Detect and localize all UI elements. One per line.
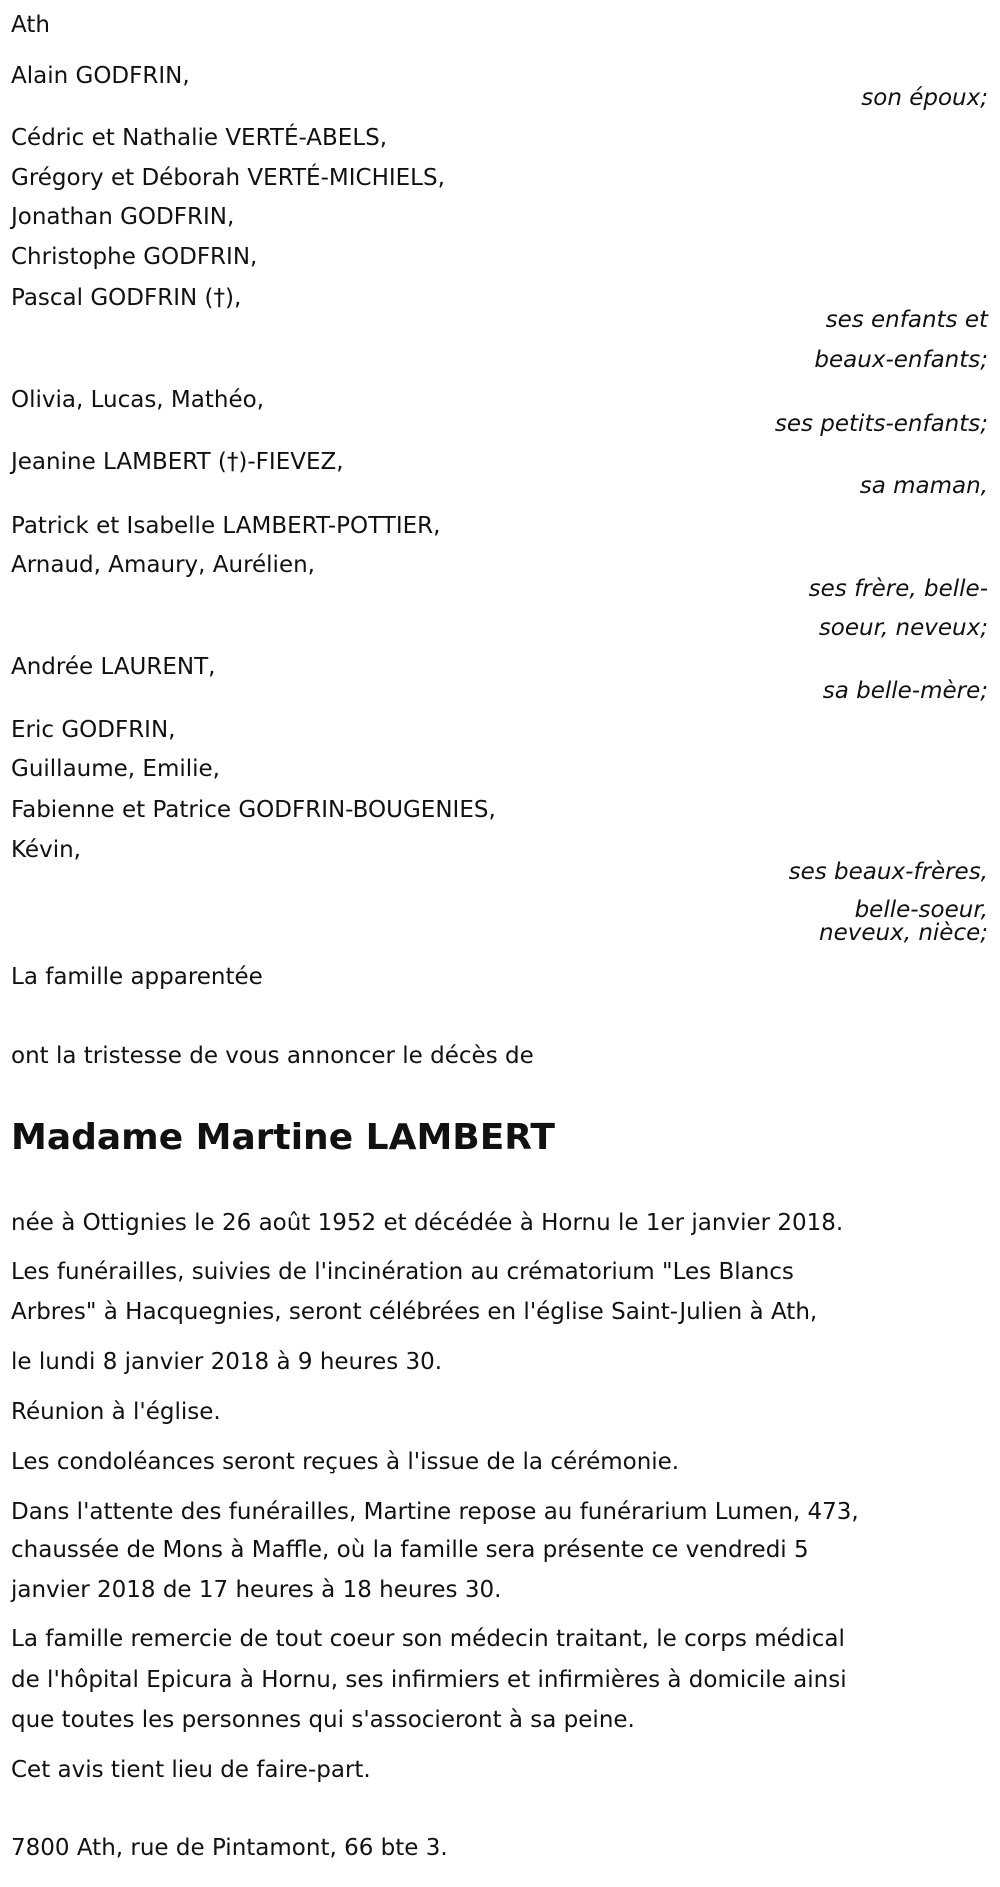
- body-line: Réunion à l'église.: [11, 1399, 221, 1425]
- family-name: Alain GODFRIN,: [11, 63, 190, 89]
- deceased-name: Madame Martine LAMBERT: [11, 1117, 555, 1158]
- family-name: Grégory et Déborah VERTÉ-MICHIELS,: [11, 165, 445, 191]
- family-name: Arnaud, Amaury, Aurélien,: [11, 552, 315, 578]
- family-name: Fabienne et Patrice GODFRIN-BOUGENIES,: [11, 797, 496, 823]
- body-line: de l'hôpital Epicura à Hornu, ses infirmiers et infirmières à domicile ainsi: [11, 1667, 847, 1693]
- relation-label: ses beaux-frères,: [788, 859, 988, 885]
- family-name: Andrée LAURENT,: [11, 654, 216, 680]
- relation-label: ses petits-enfants;: [774, 411, 988, 437]
- family-name: Cédric et Nathalie VERTÉ-ABELS,: [11, 125, 388, 151]
- relation-label: ses enfants et: [825, 307, 988, 333]
- body-line: Les condoléances seront reçues à l'issue de la cérémonie.: [11, 1449, 680, 1475]
- body-line: Les funérailles, suivies de l'incinération au crématorium "Les Blancs: [11, 1259, 794, 1285]
- body-line: Dans l'attente des funérailles, Martine repose au funérarium Lumen, 473,: [11, 1499, 859, 1525]
- family-name: Pascal GODFRIN (†),: [11, 285, 242, 311]
- family-name: Patrick et Isabelle LAMBERT-POTTIER,: [11, 513, 441, 539]
- family-name: Jonathan GODFRIN,: [11, 204, 235, 230]
- body-line: chaussée de Mons à Maffle, où la famille sera présente ce vendredi 5: [11, 1537, 809, 1563]
- family-name: Guillaume, Emilie,: [11, 756, 220, 782]
- family-name: Jeanine LAMBERT (†)-FIEVEZ,: [11, 449, 344, 475]
- body-line: janvier 2018 de 17 heures à 18 heures 30.: [11, 1577, 502, 1603]
- family-name: Olivia, Lucas, Mathéo,: [11, 387, 264, 413]
- address: 7800 Ath, rue de Pintamont, 66 bte 3.: [11, 1835, 448, 1861]
- relation-label: sa belle-mère;: [822, 678, 988, 704]
- body-line: née à Ottignies le 26 août 1952 et décédée à Hornu le 1er janvier 2018.: [11, 1210, 844, 1236]
- family-name: Eric GODFRIN,: [11, 717, 176, 743]
- relation-label: sa maman,: [859, 473, 988, 499]
- relation-label: son époux;: [861, 85, 988, 111]
- related-family: La famille apparentée: [11, 964, 263, 990]
- announcement: ont la tristesse de vous annoncer le décès de: [11, 1043, 534, 1069]
- relation-label: ses frère, belle-: [808, 576, 988, 602]
- relation-label: neveux, nièce;: [819, 920, 988, 946]
- relation-label: beaux-enfants;: [814, 347, 988, 373]
- body-line: que toutes les personnes qui s'associeront à sa peine.: [11, 1707, 635, 1733]
- body-line: le lundi 8 janvier 2018 à 9 heures 30.: [11, 1349, 443, 1375]
- family-name: Kévin,: [11, 837, 81, 863]
- relation-label: belle-soeur,: [854, 897, 988, 923]
- place: Ath: [11, 12, 50, 38]
- body-line: Cet avis tient lieu de faire-part.: [11, 1757, 371, 1783]
- family-name: Christophe GODFRIN,: [11, 244, 258, 270]
- body-line: La famille remercie de tout coeur son médecin traitant, le corps médical: [11, 1626, 845, 1652]
- body-line: Arbres" à Hacquegnies, seront célébrées en l'église Saint-Julien à Ath,: [11, 1299, 818, 1325]
- relation-label: soeur, neveux;: [818, 615, 988, 641]
